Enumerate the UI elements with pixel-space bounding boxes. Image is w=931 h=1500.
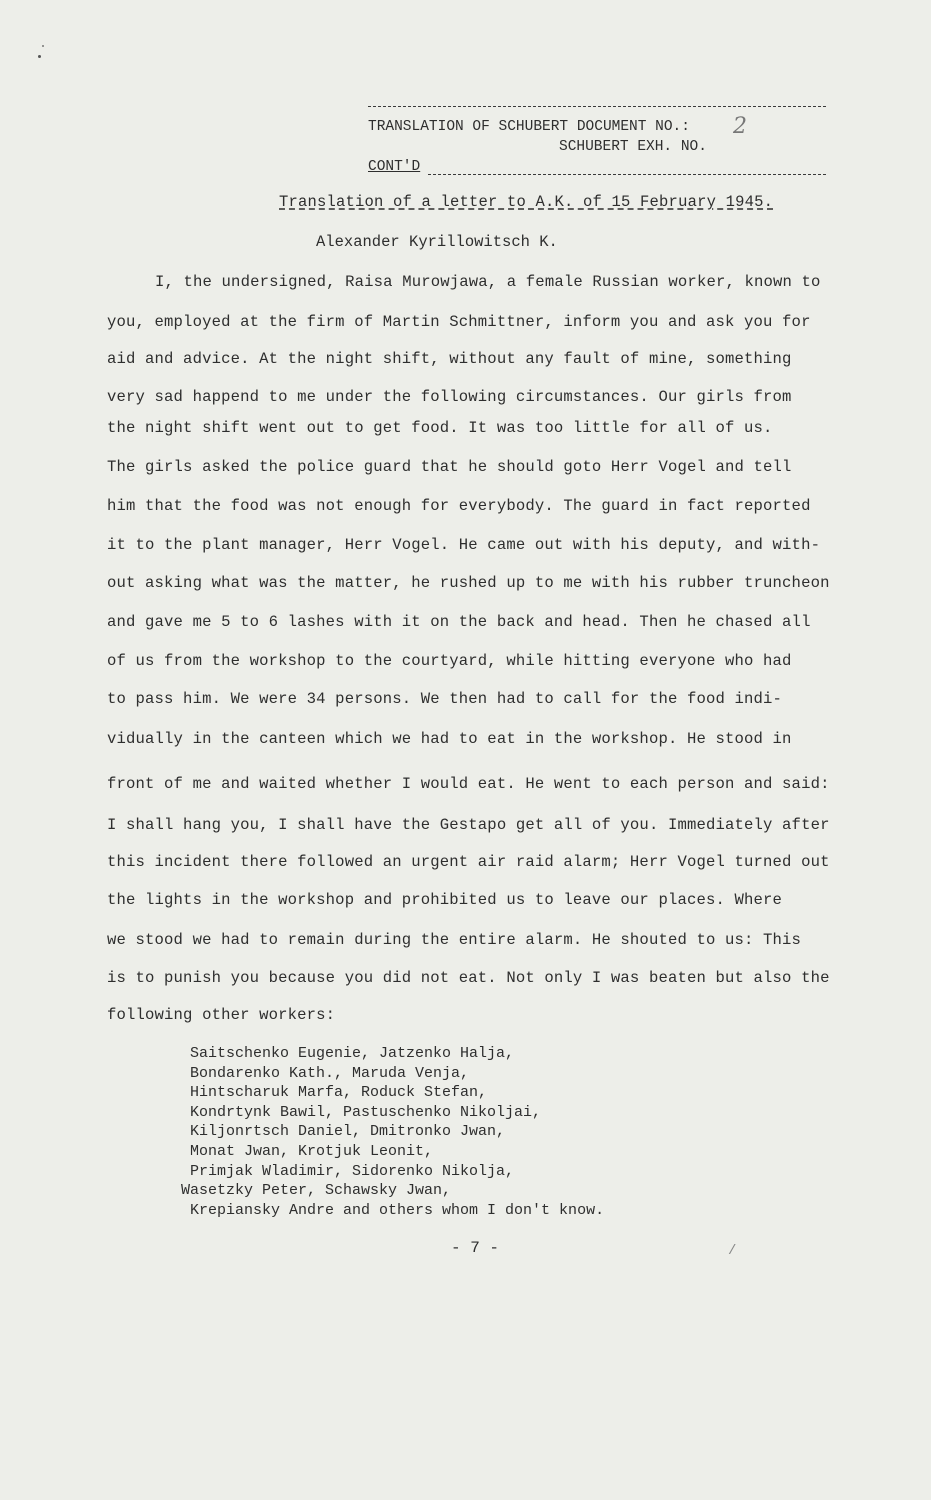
header-contd: CONT'D — [368, 159, 421, 175]
worker-name-line: Kondrtynk Bawil, Pastuschenko Nikoljai, — [190, 1103, 542, 1121]
body-line: we stood we had to remain during the entire alarm. He shouted to us: This — [107, 931, 802, 949]
body-line: vidually in the canteen which we had to eat in the workshop. He stood in — [107, 730, 792, 748]
body-line: very sad happend to me under the following circumstances. Our girls from — [107, 388, 792, 406]
body-line: of us from the workshop to the courtyard, while hitting everyone who had — [107, 652, 792, 670]
body-line: it to the plant manager, Herr Vogel. He came out with his deputy, and with- — [107, 536, 821, 554]
worker-name-line: Primjak Wladimir, Sidorenko Nikolja, — [190, 1162, 515, 1180]
body-line: the night shift went out to get food. It was too little for all of us. — [107, 419, 773, 437]
worker-name-line: Kiljonrtsch Daniel, Dmitronko Jwan, — [190, 1123, 506, 1141]
worker-name-line: Monat Jwan, Krotjuk Leonit, — [190, 1142, 434, 1160]
body-line: front of me and waited whether I would eat. He went to each person and said: — [107, 775, 830, 793]
corner-mark: / — [728, 1243, 737, 1259]
body-line: and gave me 5 to 6 lashes with it on the back and head. Then he chased all — [107, 613, 811, 631]
body-line: aid and advice. At the night shift, without any fault of mine, something — [107, 350, 792, 368]
header-translation-line: TRANSLATION OF SCHUBERT DOCUMENT NO.: — [368, 119, 690, 135]
handwritten-doc-number: 2 — [733, 114, 747, 139]
header-dash-bottom — [428, 174, 826, 175]
worker-names-list — [181, 1044, 605, 1220]
body-line: The girls asked the police guard that he should goto Herr Vogel and tell — [107, 458, 792, 476]
body-line: him that the food was not enough for everybody. The guard in fact reported — [107, 497, 811, 515]
body-line: I shall hang you, I shall have the Gestapo get all of you. Immediately after — [107, 816, 830, 834]
page-number: - 7 - — [451, 1239, 500, 1257]
body-line: is to punish you because you did not eat. Not only I was beaten but also the — [107, 969, 830, 987]
salutation: Alexander Kyrillowitsch K. — [316, 233, 558, 251]
body-line: this incident there followed an urgent air raid alarm; Herr Vogel turned out — [107, 853, 830, 871]
header-dash-top — [368, 106, 826, 107]
scan-speck — [38, 55, 41, 58]
worker-name-line: Hintscharuk Marfa, Roduck Stefan, — [190, 1084, 488, 1102]
body-line: out asking what was the matter, he rushed up to me with his rubber truncheon — [107, 574, 830, 592]
body-line: you, employed at the firm of Martin Schmittner, inform you and ask you for — [107, 313, 811, 331]
worker-name-line: Krepiansky Andre and others whom I don't know. — [190, 1201, 605, 1219]
scan-speck — [42, 45, 44, 47]
worker-name-line: Bondarenko Kath., Maruda Venja, — [190, 1064, 470, 1082]
header-exhibit-line: SCHUBERT EXH. NO. — [559, 139, 707, 155]
worker-name-line: Saitschenko Eugenie, Jatzenko Halja, — [190, 1045, 515, 1062]
body-line: to pass him. We were 34 persons. We then had to call for the food indi- — [107, 690, 783, 708]
body-line: I, the undersigned, Raisa Murowjawa, a female Russian worker, known to — [155, 273, 821, 291]
body-line: following other workers: — [107, 1006, 336, 1024]
letter-title: Translation of a letter to A.K. of 15 February 1945. — [279, 193, 774, 211]
worker-name-line: Wasetzky Peter, Schawsky Jwan, — [181, 1182, 452, 1200]
body-line: the lights in the workshop and prohibited us to leave our places. Where — [107, 891, 783, 909]
